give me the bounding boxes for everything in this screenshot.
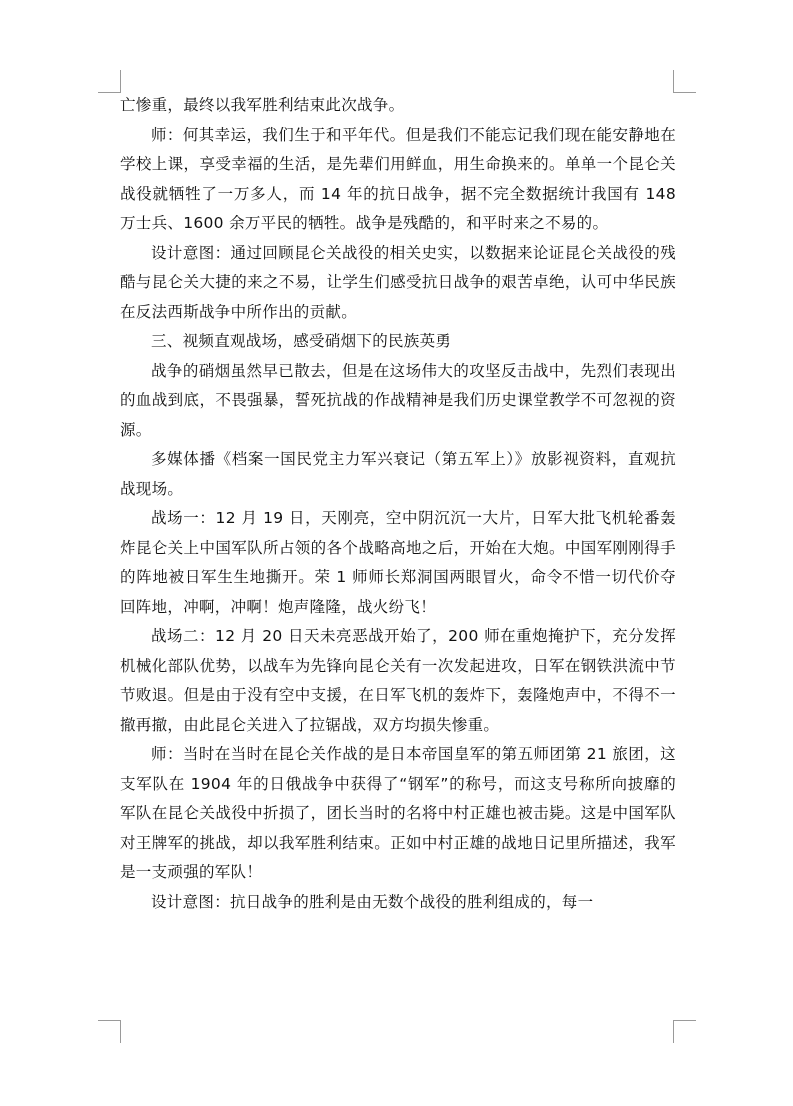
margin-corner-bottom-right xyxy=(673,1020,696,1043)
section-heading: 三、视频直观战场，感受硝烟下的民族英勇 xyxy=(151,332,452,350)
margin-corner-bottom-left xyxy=(98,1020,121,1043)
paragraph-battlefield-one: 战场一：12 月 19 日，天刚亮，空中阴沉沉一大片，日军大批飞机轮番轰炸昆仑关上中国军队所占领的各个战略高地之后，开始在大炮。中国军刚刚得手的阵地被日军生生地撕开。荣 1 师师长郑洞国两眼冒火，命令不惜一切代价夺回阵地，冲啊，冲啊！炮声隆隆，战火纷飞！ xyxy=(120,509,676,616)
paragraph-teacher-remark-2: 师：当时在当时在昆仑关作战的是日本帝国皇军的第五师团第 21 旅团，这支军队在 1904 年的日俄战争中获得了“钢军”的称号，而这支号称所向披靡的军队在昆仑关战役中折损了，团长当时的名将中村正雄也被击毙。这是中国军队对王牌军的挑战，却以我军胜利结束。正如中村正雄的战地日记里所描述，我军是一支顽强的军队！ xyxy=(120,745,676,881)
paragraph-battlefield-two: 战场二：12 月 20 日天未亮恶战开始了，200 师在重炮掩护下，充分发挥机械化部队优势，以战车为先锋向昆仑关有一次发起进攻，日军在钢铁洪流中节节败退。但是由于没有空中支援，在日军飞机的轰炸下，轰隆炮声中，不得不一撤再撤，由此昆仑关进入了拉锯战，双方均损失惨重。 xyxy=(120,627,676,734)
paragraph-design-intent-2: 设计意图：抗日战争的胜利是由无数个战役的胜利组成的，每一 xyxy=(151,892,594,911)
margin-corner-top-left xyxy=(98,70,121,93)
paragraph-continuation: 亡惨重，最终以我军胜利结束此次战争。 xyxy=(120,96,405,114)
paragraph-teacher-remark: 师：何其幸运，我们生于和平年代。但是我们不能忘记我们现在能安静地在学校上课，享受幸福的生活，是先辈们用鲜血，用生命换来的。单单一个昆仑关战役就牺牲了一万多人，而 14 年的抗日战争，据不完全数据统计我国有 148 万士兵、1600 余万平民的牺牲。战争是残酷的，和平时来之不易的。 xyxy=(120,125,676,232)
margin-corner-top-right xyxy=(673,70,696,93)
document-body xyxy=(120,91,676,917)
paragraph-multimedia: 多媒体播《档案一国民党主力军兴衰记（第五军上）》放影视资料，直观抗战现场。 xyxy=(120,450,676,498)
paragraph-intro: 战争的硝烟虽然早已散去，但是在这场伟大的攻坚反击战中，先烈们表现出的血战到底，不畏强暴，誓死抗战的作战精神是我们历史课堂教学不可忽视的资源。 xyxy=(120,361,676,439)
paragraph-design-intent: 设计意图：通过回顾昆仑关战役的相关史实，以数据来论证昆仑关战役的残酷与昆仑关大捷的来之不易，让学生们感受抗日战争的艰苦卓绝，认可中华民族在反法西斯战争中所作出的贡献。 xyxy=(120,243,676,321)
